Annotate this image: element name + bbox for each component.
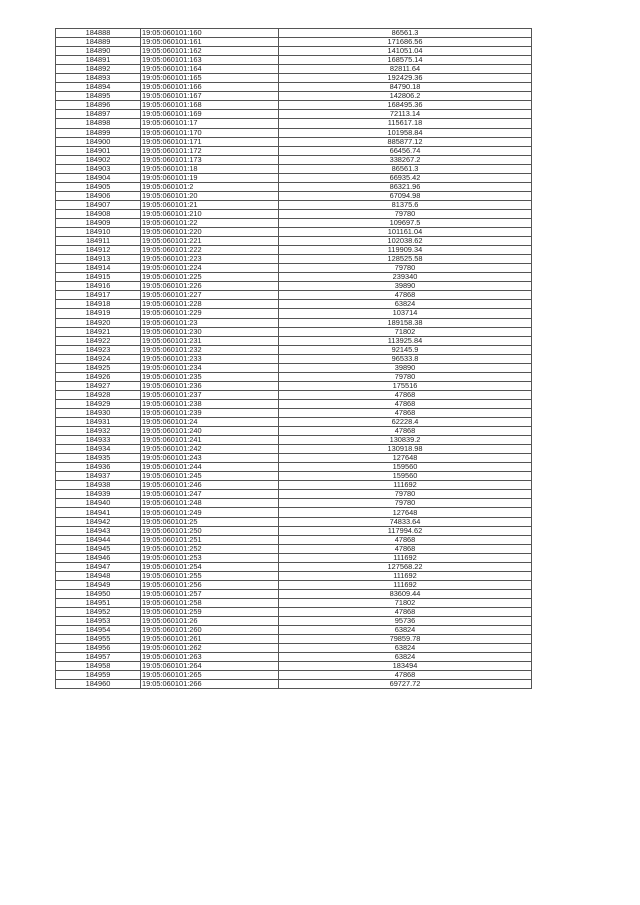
- cadastral-number-cell: 19:05:060101:168: [141, 101, 279, 110]
- row-number-cell: 184940: [56, 499, 141, 508]
- cadastral-number-cell: 19:05:060101:228: [141, 300, 279, 309]
- table-row: [56, 571, 532, 580]
- table-row: [56, 110, 532, 119]
- value-cell: 95736: [279, 617, 532, 626]
- table-row: [56, 454, 532, 463]
- row-number-cell: 184915: [56, 273, 141, 282]
- value-cell: 96533.8: [279, 354, 532, 363]
- cadastral-number-cell: 19:05:060101:239: [141, 408, 279, 417]
- table-row: [56, 598, 532, 607]
- value-cell: 113925.84: [279, 336, 532, 345]
- cadastral-number-cell: 19:05:060101:223: [141, 255, 279, 264]
- row-number-cell: 184952: [56, 608, 141, 617]
- table-row: [56, 345, 532, 354]
- value-cell: 127648: [279, 508, 532, 517]
- row-number-cell: 184910: [56, 228, 141, 237]
- table-row: [56, 399, 532, 408]
- table-row: [56, 209, 532, 218]
- value-cell: 168575.14: [279, 56, 532, 65]
- cadastral-number-cell: 19:05:060101:240: [141, 427, 279, 436]
- table-row: [56, 617, 532, 626]
- table-row: [56, 508, 532, 517]
- cadastral-number-cell: 19:05:060101:165: [141, 74, 279, 83]
- cadastral-number-cell: 19:05:060101:236: [141, 381, 279, 390]
- row-number-cell: 184933: [56, 436, 141, 445]
- value-cell: 117994.62: [279, 526, 532, 535]
- value-cell: 115617.18: [279, 119, 532, 128]
- row-number-cell: 184897: [56, 110, 141, 119]
- row-number-cell: 184930: [56, 408, 141, 417]
- value-cell: 103714: [279, 309, 532, 318]
- cadastral-number-cell: 19:05:060101:19: [141, 173, 279, 182]
- cadastral-number-cell: 19:05:060101:244: [141, 463, 279, 472]
- table-row: [56, 128, 532, 137]
- row-number-cell: 184912: [56, 246, 141, 255]
- table-row: [56, 228, 532, 237]
- cadastral-number-cell: 19:05:060101:250: [141, 526, 279, 535]
- cadastral-number-cell: 19:05:060101:172: [141, 146, 279, 155]
- cadastral-number-cell: 19:05:060101:231: [141, 336, 279, 345]
- table-row: [56, 481, 532, 490]
- table-row: [56, 535, 532, 544]
- row-number-cell: 184936: [56, 463, 141, 472]
- row-number-cell: 184921: [56, 327, 141, 336]
- table-row: [56, 553, 532, 562]
- table-row: [56, 662, 532, 671]
- cadastral-number-cell: 19:05:060101:265: [141, 671, 279, 680]
- table-row: [56, 671, 532, 680]
- row-number-cell: 184922: [56, 336, 141, 345]
- cadastral-number-cell: 19:05:060101:163: [141, 56, 279, 65]
- row-number-cell: 184927: [56, 381, 141, 390]
- cadastral-number-cell: 19:05:060101:252: [141, 544, 279, 553]
- cadastral-number-cell: 19:05:060101:253: [141, 553, 279, 562]
- table-row: [56, 237, 532, 246]
- table-row: [56, 56, 532, 65]
- cadastral-number-cell: 19:05:060101:232: [141, 345, 279, 354]
- value-cell: 141051.04: [279, 47, 532, 56]
- row-number-cell: 184919: [56, 309, 141, 318]
- cadastral-number-cell: 19:05:060101:241: [141, 436, 279, 445]
- cadastral-number-cell: 19:05:060101:246: [141, 481, 279, 490]
- row-number-cell: 184926: [56, 372, 141, 381]
- cadastral-number-cell: 19:05:060101:24: [141, 418, 279, 427]
- table-row: [56, 517, 532, 526]
- cadastral-number-cell: 19:05:060101:258: [141, 598, 279, 607]
- row-number-cell: 184951: [56, 598, 141, 607]
- row-number-cell: 184900: [56, 137, 141, 146]
- value-cell: 69727.72: [279, 680, 532, 689]
- table-row: [56, 680, 532, 689]
- value-cell: 79780: [279, 372, 532, 381]
- cadastral-number-cell: 19:05:060101:166: [141, 83, 279, 92]
- row-number-cell: 184896: [56, 101, 141, 110]
- table-row: [56, 282, 532, 291]
- cadastral-number-cell: 19:05:060101:162: [141, 47, 279, 56]
- value-cell: 47868: [279, 535, 532, 544]
- value-cell: 338267.2: [279, 155, 532, 164]
- row-number-cell: 184945: [56, 544, 141, 553]
- table-row: [56, 418, 532, 427]
- cadastral-number-cell: 19:05:060101:25: [141, 517, 279, 526]
- cadastral-number-cell: 19:05:060101:160: [141, 29, 279, 38]
- row-number-cell: 184929: [56, 399, 141, 408]
- cadastral-number-cell: 19:05:060101:251: [141, 535, 279, 544]
- row-number-cell: 184942: [56, 517, 141, 526]
- value-cell: 63824: [279, 644, 532, 653]
- table-row: [56, 273, 532, 282]
- value-cell: 47868: [279, 671, 532, 680]
- value-cell: 127648: [279, 454, 532, 463]
- value-cell: 111692: [279, 571, 532, 580]
- table-row: [56, 626, 532, 635]
- cadastral-number-cell: 19:05:060101:257: [141, 589, 279, 598]
- cadastral-number-cell: 19:05:060101:222: [141, 246, 279, 255]
- table-row: [56, 390, 532, 399]
- value-cell: 168495.36: [279, 101, 532, 110]
- table-row: [56, 200, 532, 209]
- value-cell: 79780: [279, 209, 532, 218]
- row-number-cell: 184902: [56, 155, 141, 164]
- value-cell: 101958.84: [279, 128, 532, 137]
- value-cell: 119909.34: [279, 246, 532, 255]
- row-number-cell: 184956: [56, 644, 141, 653]
- value-cell: 885877.12: [279, 137, 532, 146]
- cadastral-number-cell: 19:05:060101:173: [141, 155, 279, 164]
- value-cell: 239340: [279, 273, 532, 282]
- row-number-cell: 184917: [56, 291, 141, 300]
- cadastral-number-cell: 19:05:060101:263: [141, 653, 279, 662]
- cadastral-number-cell: 19:05:060101:229: [141, 309, 279, 318]
- row-number-cell: 184934: [56, 445, 141, 454]
- value-cell: 39890: [279, 282, 532, 291]
- table-row: [56, 264, 532, 273]
- cadastral-number-cell: 19:05:060101:220: [141, 228, 279, 237]
- value-cell: 71802: [279, 327, 532, 336]
- table-row: [56, 92, 532, 101]
- cadastral-number-cell: 19:05:060101:243: [141, 454, 279, 463]
- row-number-cell: 184925: [56, 363, 141, 372]
- cadastral-number-cell: 19:05:060101:2: [141, 182, 279, 191]
- row-number-cell: 184957: [56, 653, 141, 662]
- row-number-cell: 184955: [56, 635, 141, 644]
- table-row: [56, 445, 532, 454]
- value-cell: 79780: [279, 264, 532, 273]
- value-cell: 67094.98: [279, 191, 532, 200]
- value-cell: 83609.44: [279, 589, 532, 598]
- table-row: [56, 427, 532, 436]
- data-table: [55, 28, 532, 689]
- row-number-cell: 184888: [56, 29, 141, 38]
- cadastral-number-cell: 19:05:060101:249: [141, 508, 279, 517]
- value-cell: 47868: [279, 399, 532, 408]
- table-body: [56, 29, 532, 689]
- table-row: [56, 182, 532, 191]
- row-number-cell: 184949: [56, 580, 141, 589]
- row-number-cell: 184931: [56, 418, 141, 427]
- table-row: [56, 83, 532, 92]
- cadastral-number-cell: 19:05:060101:235: [141, 372, 279, 381]
- row-number-cell: 184954: [56, 626, 141, 635]
- cadastral-number-cell: 19:05:060101:22: [141, 218, 279, 227]
- value-cell: 71802: [279, 598, 532, 607]
- cadastral-number-cell: 19:05:060101:247: [141, 490, 279, 499]
- table-row: [56, 246, 532, 255]
- table-row: [56, 300, 532, 309]
- cadastral-number-cell: 19:05:060101:238: [141, 399, 279, 408]
- row-number-cell: 184890: [56, 47, 141, 56]
- cadastral-number-cell: 19:05:060101:266: [141, 680, 279, 689]
- row-number-cell: 184941: [56, 508, 141, 517]
- value-cell: 66935.42: [279, 173, 532, 182]
- cadastral-number-cell: 19:05:060101:260: [141, 626, 279, 635]
- cadastral-number-cell: 19:05:060101:245: [141, 472, 279, 481]
- table-row: [56, 255, 532, 264]
- cadastral-number-cell: 19:05:060101:164: [141, 65, 279, 74]
- table-row: [56, 164, 532, 173]
- value-cell: 175516: [279, 381, 532, 390]
- cadastral-number-cell: 19:05:060101:227: [141, 291, 279, 300]
- table-row: [56, 354, 532, 363]
- row-number-cell: 184903: [56, 164, 141, 173]
- row-number-cell: 184920: [56, 318, 141, 327]
- value-cell: 79780: [279, 490, 532, 499]
- cadastral-number-cell: 19:05:060101:264: [141, 662, 279, 671]
- row-number-cell: 184943: [56, 526, 141, 535]
- value-cell: 111692: [279, 553, 532, 562]
- cadastral-number-cell: 19:05:060101:242: [141, 445, 279, 454]
- cadastral-number-cell: 19:05:060101:248: [141, 499, 279, 508]
- cadastral-number-cell: 19:05:060101:225: [141, 273, 279, 282]
- cadastral-number-cell: 19:05:060101:170: [141, 128, 279, 137]
- row-number-cell: 184889: [56, 38, 141, 47]
- value-cell: 47868: [279, 427, 532, 436]
- cadastral-number-cell: 19:05:060101:210: [141, 209, 279, 218]
- table-row: [56, 526, 532, 535]
- cadastral-number-cell: 19:05:060101:233: [141, 354, 279, 363]
- table-row: [56, 472, 532, 481]
- row-number-cell: 184906: [56, 191, 141, 200]
- value-cell: 47868: [279, 544, 532, 553]
- value-cell: 84790.18: [279, 83, 532, 92]
- value-cell: 130839.2: [279, 436, 532, 445]
- value-cell: 62228.4: [279, 418, 532, 427]
- table-row: [56, 436, 532, 445]
- row-number-cell: 184893: [56, 74, 141, 83]
- value-cell: 47868: [279, 608, 532, 617]
- row-number-cell: 184948: [56, 571, 141, 580]
- table-row: [56, 218, 532, 227]
- value-cell: 47868: [279, 408, 532, 417]
- row-number-cell: 184946: [56, 553, 141, 562]
- table-row: [56, 372, 532, 381]
- value-cell: 159560: [279, 463, 532, 472]
- value-cell: 66456.74: [279, 146, 532, 155]
- table-row: [56, 101, 532, 110]
- table-row: [56, 173, 532, 182]
- row-number-cell: 184960: [56, 680, 141, 689]
- row-number-cell: 184905: [56, 182, 141, 191]
- row-number-cell: 184928: [56, 390, 141, 399]
- value-cell: 79780: [279, 499, 532, 508]
- cadastral-number-cell: 19:05:060101:226: [141, 282, 279, 291]
- value-cell: 47868: [279, 291, 532, 300]
- cadastral-number-cell: 19:05:060101:17: [141, 119, 279, 128]
- value-cell: 63824: [279, 653, 532, 662]
- row-number-cell: 184947: [56, 562, 141, 571]
- cadastral-number-cell: 19:05:060101:261: [141, 635, 279, 644]
- table-row: [56, 119, 532, 128]
- cadastral-number-cell: 19:05:060101:171: [141, 137, 279, 146]
- table-row: [56, 191, 532, 200]
- row-number-cell: 184937: [56, 472, 141, 481]
- value-cell: 130918.98: [279, 445, 532, 454]
- value-cell: 86561.3: [279, 164, 532, 173]
- value-cell: 63824: [279, 300, 532, 309]
- row-number-cell: 184907: [56, 200, 141, 209]
- row-number-cell: 184909: [56, 218, 141, 227]
- table-row: [56, 608, 532, 617]
- row-number-cell: 184904: [56, 173, 141, 182]
- table-row: [56, 29, 532, 38]
- table-row: [56, 336, 532, 345]
- row-number-cell: 184958: [56, 662, 141, 671]
- row-number-cell: 184911: [56, 237, 141, 246]
- cadastral-number-cell: 19:05:060101:221: [141, 237, 279, 246]
- cadastral-number-cell: 19:05:060101:255: [141, 571, 279, 580]
- value-cell: 86561.3: [279, 29, 532, 38]
- table-row: [56, 589, 532, 598]
- value-cell: 72113.14: [279, 110, 532, 119]
- row-number-cell: 184916: [56, 282, 141, 291]
- cadastral-number-cell: 19:05:060101:224: [141, 264, 279, 273]
- row-number-cell: 184914: [56, 264, 141, 273]
- table-row: [56, 327, 532, 336]
- cadastral-number-cell: 19:05:060101:21: [141, 200, 279, 209]
- table-row: [56, 635, 532, 644]
- row-number-cell: 184895: [56, 92, 141, 101]
- row-number-cell: 184892: [56, 65, 141, 74]
- row-number-cell: 184913: [56, 255, 141, 264]
- row-number-cell: 184924: [56, 354, 141, 363]
- table-row: [56, 562, 532, 571]
- row-number-cell: 184898: [56, 119, 141, 128]
- value-cell: 111692: [279, 580, 532, 589]
- value-cell: 171686.56: [279, 38, 532, 47]
- table-row: [56, 580, 532, 589]
- table-row: [56, 408, 532, 417]
- cadastral-number-cell: 19:05:060101:262: [141, 644, 279, 653]
- value-cell: 81375.6: [279, 200, 532, 209]
- cadastral-number-cell: 19:05:060101:254: [141, 562, 279, 571]
- value-cell: 92145.9: [279, 345, 532, 354]
- table-row: [56, 47, 532, 56]
- cadastral-number-cell: 19:05:060101:26: [141, 617, 279, 626]
- row-number-cell: 184901: [56, 146, 141, 155]
- value-cell: 101161.04: [279, 228, 532, 237]
- value-cell: 142806.2: [279, 92, 532, 101]
- table-row: [56, 381, 532, 390]
- row-number-cell: 184938: [56, 481, 141, 490]
- cadastral-number-cell: 19:05:060101:23: [141, 318, 279, 327]
- value-cell: 39890: [279, 363, 532, 372]
- table-row: [56, 155, 532, 164]
- cadastral-number-cell: 19:05:060101:259: [141, 608, 279, 617]
- row-number-cell: 184899: [56, 128, 141, 137]
- table-row: [56, 653, 532, 662]
- value-cell: 128525.58: [279, 255, 532, 264]
- cadastral-number-cell: 19:05:060101:161: [141, 38, 279, 47]
- value-cell: 192429.36: [279, 74, 532, 83]
- row-number-cell: 184939: [56, 490, 141, 499]
- cadastral-number-cell: 19:05:060101:237: [141, 390, 279, 399]
- cadastral-number-cell: 19:05:060101:169: [141, 110, 279, 119]
- value-cell: 47868: [279, 390, 532, 399]
- row-number-cell: 184932: [56, 427, 141, 436]
- table-row: [56, 499, 532, 508]
- row-number-cell: 184908: [56, 209, 141, 218]
- table-row: [56, 463, 532, 472]
- table-row: [56, 38, 532, 47]
- value-cell: 79859.78: [279, 635, 532, 644]
- row-number-cell: 184935: [56, 454, 141, 463]
- table-row: [56, 490, 532, 499]
- value-cell: 111692: [279, 481, 532, 490]
- row-number-cell: 184959: [56, 671, 141, 680]
- row-number-cell: 184953: [56, 617, 141, 626]
- table-row: [56, 65, 532, 74]
- row-number-cell: 184923: [56, 345, 141, 354]
- cadastral-number-cell: 19:05:060101:234: [141, 363, 279, 372]
- value-cell: 189158.38: [279, 318, 532, 327]
- cadastral-number-cell: 19:05:060101:18: [141, 164, 279, 173]
- row-number-cell: 184894: [56, 83, 141, 92]
- row-number-cell: 184950: [56, 589, 141, 598]
- cadastral-number-cell: 19:05:060101:230: [141, 327, 279, 336]
- cadastral-number-cell: 19:05:060101:256: [141, 580, 279, 589]
- value-cell: 82811.64: [279, 65, 532, 74]
- value-cell: 86321.96: [279, 182, 532, 191]
- table-row: [56, 146, 532, 155]
- table-row: [56, 291, 532, 300]
- table-row: [56, 544, 532, 553]
- cadastral-number-cell: 19:05:060101:167: [141, 92, 279, 101]
- table-row: [56, 74, 532, 83]
- row-number-cell: 184918: [56, 300, 141, 309]
- table-row: [56, 137, 532, 146]
- value-cell: 159560: [279, 472, 532, 481]
- value-cell: 102038.62: [279, 237, 532, 246]
- table-row: [56, 363, 532, 372]
- value-cell: 109697.5: [279, 218, 532, 227]
- cadastral-number-cell: 19:05:060101:20: [141, 191, 279, 200]
- row-number-cell: 184944: [56, 535, 141, 544]
- value-cell: 74833.64: [279, 517, 532, 526]
- table-row: [56, 318, 532, 327]
- value-cell: 127568.22: [279, 562, 532, 571]
- value-cell: 183494: [279, 662, 532, 671]
- value-cell: 63824: [279, 626, 532, 635]
- table-row: [56, 309, 532, 318]
- row-number-cell: 184891: [56, 56, 141, 65]
- table-row: [56, 644, 532, 653]
